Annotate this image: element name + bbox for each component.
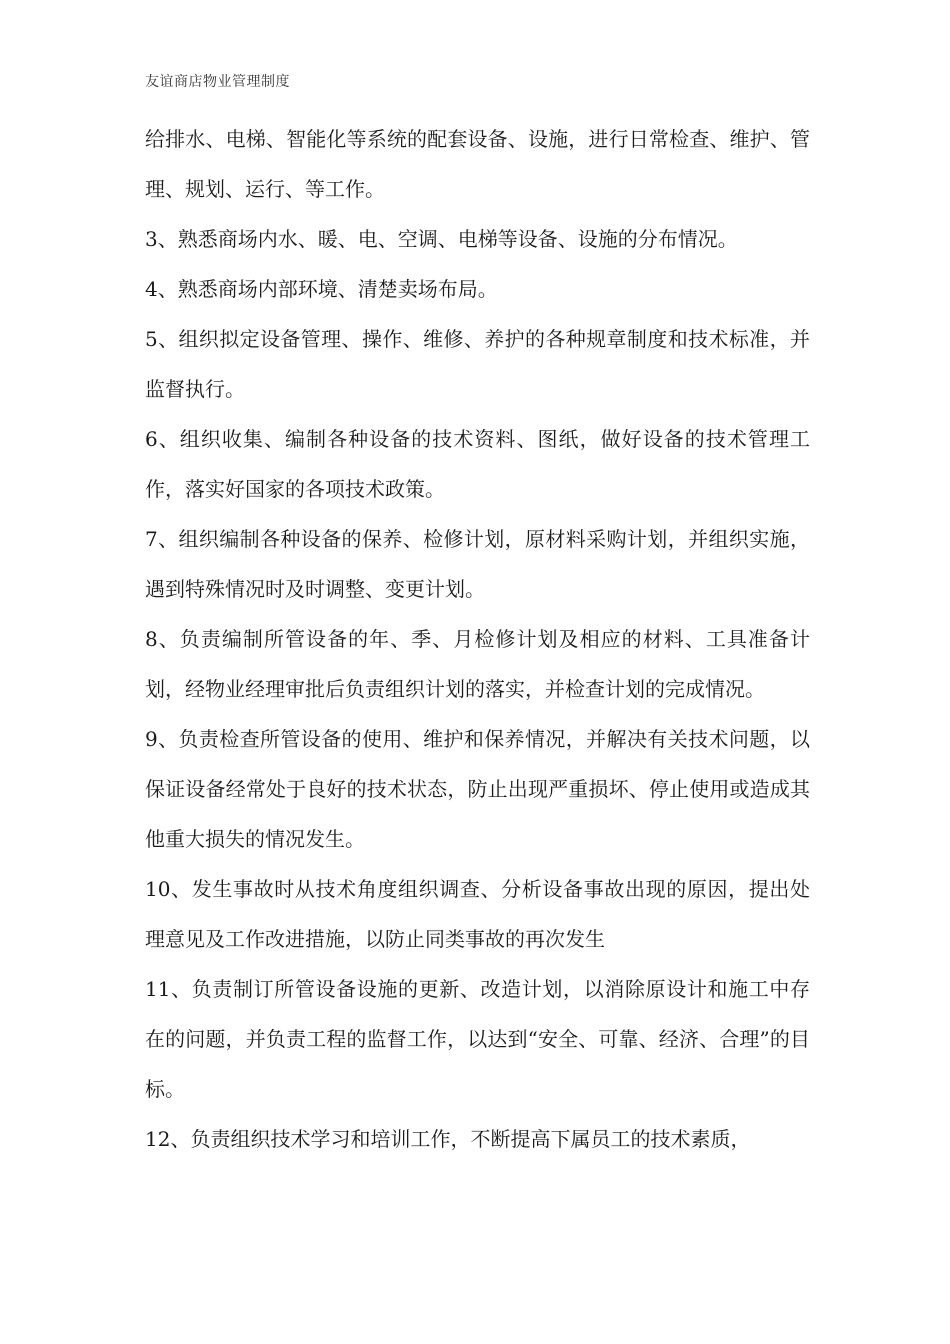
- paragraph: 4、熟悉商场内部环境、清楚卖场布局。: [145, 277, 498, 301]
- paragraph: 8、负责编制所管设备的年、季、月检修计划及相应的材料、工具准备计划，经物业经理审批后负责组织计划的落实，并检查计划的完成情况。: [145, 627, 810, 701]
- paragraph: 11、负责制订所管设备设施的更新、改造计划，以消除原设计和施工中存在的问题，并负责工程的监督工作，以达到“安全、可靠、经济、合理”的目标。: [145, 977, 810, 1101]
- paragraph: 给排水、电梯、智能化等系统的配套设备、设施，进行日常检查、维护、管理、规划、运行、等工作。: [145, 127, 810, 201]
- running-header: 友谊商店物业管理制度: [145, 74, 290, 90]
- paragraph: 9、负责检查所管设备的使用、维护和保养情况，并解决有关技术问题，以保证设备经常处于良好的技术状态，防止出现严重损坏、停止使用或造成其他重大损失的情况发生。: [145, 727, 810, 851]
- body-text: [145, 114, 810, 1164]
- paragraph: 12、负责组织技术学习和培训工作，不断提高下属员工的技术素质，: [145, 1127, 751, 1151]
- paragraph: 6、组织收集、编制各种设备的技术资料、图纸，做好设备的技术管理工作，落实好国家的各项技术政策。: [145, 427, 810, 501]
- paragraph: 3、熟悉商场内水、暖、电、空调、电梯等设备、设施的分布情况。: [145, 227, 738, 251]
- paragraph: 7、组织编制各种设备的保养、检修计划，原材料采购计划，并组织实施，遇到特殊情况时及时调整、变更计划。: [145, 527, 810, 601]
- paragraph: 10、发生事故时从技术角度组织调查、分析设备事故出现的原因，提出处理意见及工作改进措施，以防止同类事故的再次发生: [145, 877, 810, 951]
- paragraph: 5、组织拟定设备管理、操作、维修、养护的各种规章制度和技术标准，并监督执行。: [145, 327, 810, 401]
